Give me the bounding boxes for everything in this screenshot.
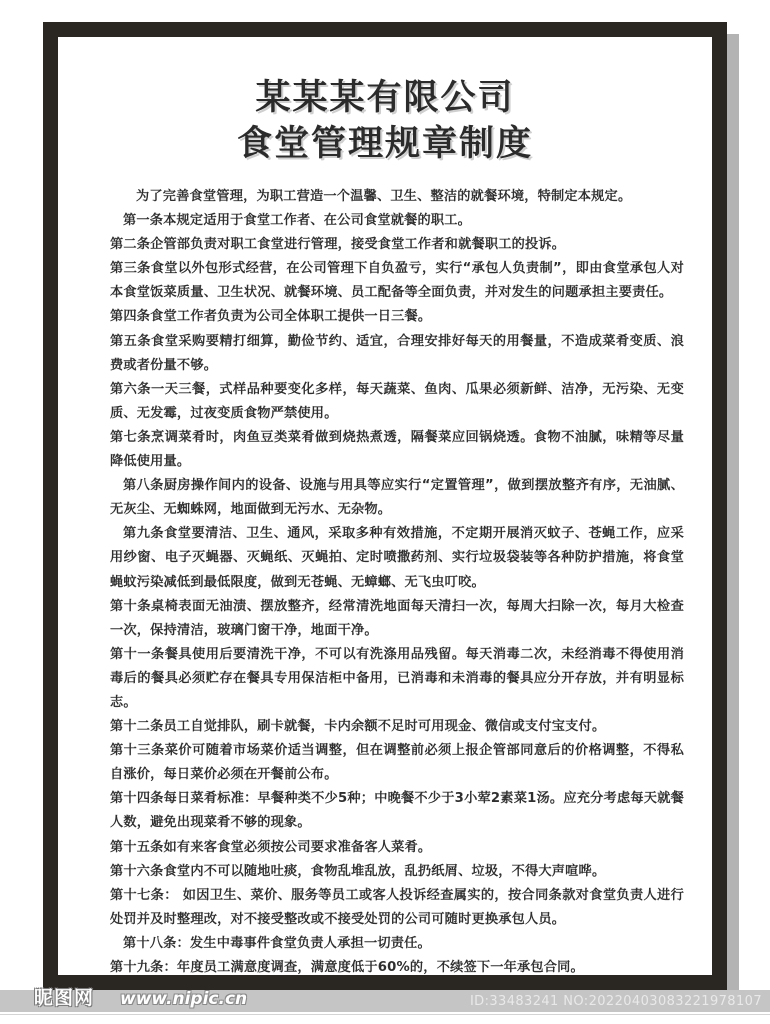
regulation-paragraph: 第四条食堂工作者负责为公司全体职工提供一日三餐。 bbox=[110, 309, 432, 325]
regulation-paragraph: 第十条桌椅表面无油渍、摆放整齐，经常清洗地面每天清扫一次，每周大扫除一次，每月大检查一次，保持清洁，玻璃门窗干净，地面干净。 bbox=[110, 598, 684, 638]
company-name-title: 某某某有限公司 bbox=[255, 78, 515, 118]
poster-paper bbox=[58, 37, 712, 975]
regulation-paragraph: 第十三条菜价可随着市场菜价适当调整，但在调整前必须上报企管部同意后的价格调整，不得私自涨价，每日菜价必须在开餐前公布。 bbox=[110, 743, 684, 783]
poster-title-block bbox=[58, 37, 712, 167]
regulation-paragraph: 第二条企管部负责对职工食堂进行管理，接受食堂工作者和就餐职工的投诉。 bbox=[110, 237, 566, 253]
regulation-paragraph: 第十五条如有来客食堂必须按公司要求准备客人菜肴。 bbox=[110, 839, 432, 855]
regulation-paragraph: 第十八条：发生中毒事件食堂负责人承担一切责任。 bbox=[123, 935, 431, 951]
regulation-paragraph: 第五条食堂采购要精打细算，勤俭节约、适宜，合理安排好每天的用餐量，不造成菜肴变质、浪费或者份量不够。 bbox=[110, 333, 684, 373]
nipic-logo: 昵图网 bbox=[34, 987, 95, 1009]
regulation-paragraph: 第十六条食堂内不可以随地吐痰，食物乱堆乱放，乱扔纸屑、垃圾，不得大声喧哗。 bbox=[110, 863, 606, 879]
regulation-paragraph: 第十九条：年度员工满意度调查，满意度低于60%的，不续签下一年承包合同。 bbox=[110, 960, 584, 975]
regulation-paragraph: 第六条一天三餐，式样品种要变化多样，每天蔬菜、鱼肉、瓜果必须新鲜、洁净，无污染、无变质、无发霉，过夜变质食物严禁使用。 bbox=[110, 381, 684, 421]
regulation-paragraph: 为了完善食堂管理，为职工营造一个温馨、卫生、整洁的就餐环境，特制定本规定。 bbox=[136, 189, 632, 204]
regulation-paragraph: 第十七条： 如因卫生、菜价、服务等员工或客人投诉经查属实的，按合同条款对食堂负责人进行处罚并及时整理改，对不接受整改或不接受处罚的公司可随时更换承包人员。 bbox=[110, 887, 684, 927]
regulation-paragraph: 第八条厨房操作间内的设备、设施与用具等应实行“定置管理”，做到摆放整齐有序，无油腻、无灰尘、无蜘蛛网，地面做到无污水、无杂物。 bbox=[110, 478, 684, 518]
footer-divider bbox=[0, 1014, 770, 1015]
asset-id-text: ID:33483241 NO:20220403083221978107 bbox=[469, 994, 762, 1009]
watermark-footer bbox=[0, 987, 770, 1024]
regulation-paragraph: 第十四条每日菜肴标准：早餐种类不少5种；中晚餐不少于3小荤2素菜1汤。应充分考虑每天就餐人数，避免出现菜肴不够的现象。 bbox=[110, 791, 684, 831]
regulations-body bbox=[58, 185, 712, 975]
document-title: 食堂管理规章制度 bbox=[236, 124, 533, 164]
regulation-paragraph: 第十二条员工自觉排队，刷卡就餐，卡内余额不足时可用现金、微信或支付宝支付。 bbox=[110, 719, 606, 735]
regulation-paragraph: 第十一条餐具使用后要清洗干净，不可以有洗涤用品残留。每天消毒二次，未经消毒不得使用消毒后的餐具必须贮存在餐具专用保洁柜中备用，已消毒和未消毒的餐具应分开存放，并有明显标志。 bbox=[110, 646, 684, 710]
regulation-paragraph: 第三条食堂以外包形式经营，在公司管理下自负盈亏，实行“承包人负责制”，即由食堂承包人对本食堂饭菜质量、卫生状况、就餐环境、员工配备等全面负责，并对发生的问题承担主要责任。 bbox=[110, 261, 684, 301]
nipic-url: www.nipic.cn bbox=[120, 989, 248, 1009]
regulation-paragraph: 第一条本规定适用于食堂工作者、在公司食堂就餐的职工。 bbox=[123, 213, 472, 229]
regulation-paragraph: 第九条食堂要清洁、卫生、通风，采取多种有效措施，不定期开展消灭蚊子、苍蝇工作，应采用纱窗、电子灭蝇器、灭蝇纸、灭蝇拍、定时喷撒药剂、实行垃圾袋装等各种防护措施，将食堂蝇蚊污染减低到最低限度，做到无苍蝇、无蟑螂、无飞虫叮咬。 bbox=[110, 526, 684, 590]
regulation-paragraph: 第七条烹调菜肴时，肉鱼豆类菜肴做到烧热煮透，隔餐菜应回锅烧透。食物不油腻，味精等尽量降低使用量。 bbox=[110, 429, 684, 470]
poster-frame bbox=[43, 22, 727, 990]
